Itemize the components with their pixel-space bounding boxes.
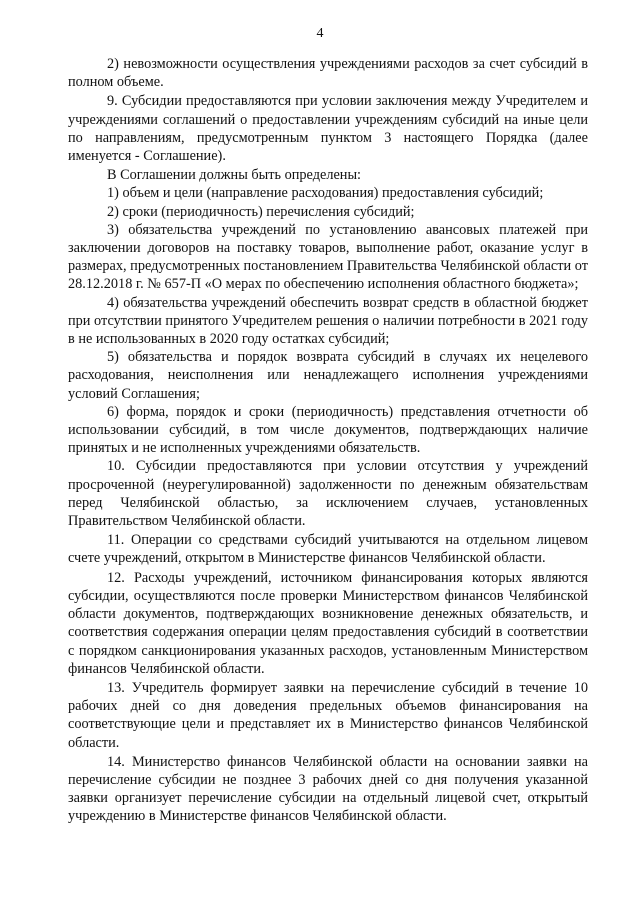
paragraph-item-2-terms: 2) сроки (периодичность) перечисления субсидий; — [107, 203, 415, 220]
paragraph-clause-13: 13. Учредитель формирует заявки на перечисление субсидий в течение 10 рабочих дней со дня доведения предельных объемов финансирования на соответствующие цели и представляет их в Министерство финансов Челябинской области. — [68, 679, 588, 751]
document-body — [68, 55, 588, 826]
paragraph-item-3: 3) обязательства учреждений по установлению авансовых платежей при заключении договоров на поставку товаров, выполнение работ, оказание услуг в размерах, предусмотренных постановлением Правительства Челябинской области от 28.12.2018 г. № 657-П «О мерах по обеспечению исполнения областного бюджета»; — [68, 221, 588, 293]
paragraph-clause-9: 9. Субсидии предоставляются при условии заключения между Учредителем и учреждениями соглашений о предоставлении учреждениям субсидий на иные цели по направлениям, предусмотренным пунктом 3 настоящего Порядка (далее именуется - Соглашение). — [68, 93, 588, 165]
paragraph-clause-12: 12. Расходы учреждений, источником финансирования которых являются субсидии, осуществляются после проверки Министерством финансов Челябинской области документов, подтверждающих возникновение денежных обязательств, и соответствия содержания операции целям предоставления субсидий в соответствии с порядком санкционирования указанных расходов, установленным Министерством финансов Челябинской области. — [68, 569, 588, 677]
paragraph-clause-11: 11. Операции со средствами субсидий учитываются на отдельном лицевом счете учреждений, открытом в Министерстве финансов Челябинской области. — [68, 532, 588, 567]
paragraph-item-4: 4) обязательства учреждений обеспечить возврат средств в областной бюджет при отсутствии принятого Учредителем решения о наличии потребности в 2021 году в не использованных в 2020 году остатках субсидий; — [68, 294, 588, 348]
paragraph-item-5: 5) обязательства и порядок возврата субсидий в случаях их нецелевого расходования, неисполнения или ненадлежащего исполнения учреждениями условий Соглашения; — [68, 349, 588, 402]
paragraph-item-1: 1) объем и цели (направление расходования) предоставления субсидий; — [107, 185, 544, 202]
page-number: 4 — [316, 26, 324, 41]
paragraph-item-2: 2) невозможности осуществления учреждениями расходов за счет субсидий в полном объеме. — [68, 56, 588, 91]
paragraph-agreement-intro: В Соглашении должны быть определены: — [107, 167, 362, 184]
paragraph-item-6: 6) форма, порядок и сроки (периодичность) представления отчетности об использовании субсидий, в том числе документов, подтверждающих наличие принятых и не исполненных учреждениями обязательств. — [68, 403, 588, 457]
paragraph-clause-14: 14. Министерство финансов Челябинской области на основании заявки на перечисление субсидии не позднее 3 рабочих дней со дня получения указанной заявки организует перечисление субсидии на отдельный лицевой счет, открытый учреждению в Министерстве финансов Челябинской области. — [68, 753, 588, 825]
paragraph-clause-10: 10. Субсидии предоставляются при условии отсутствия у учреждений просроченной (неурегулированной) задолженности по денежным обязательствам перед Челябинской областью, за исключением случаев, установленных Правительством Челябинской области. — [68, 458, 588, 530]
